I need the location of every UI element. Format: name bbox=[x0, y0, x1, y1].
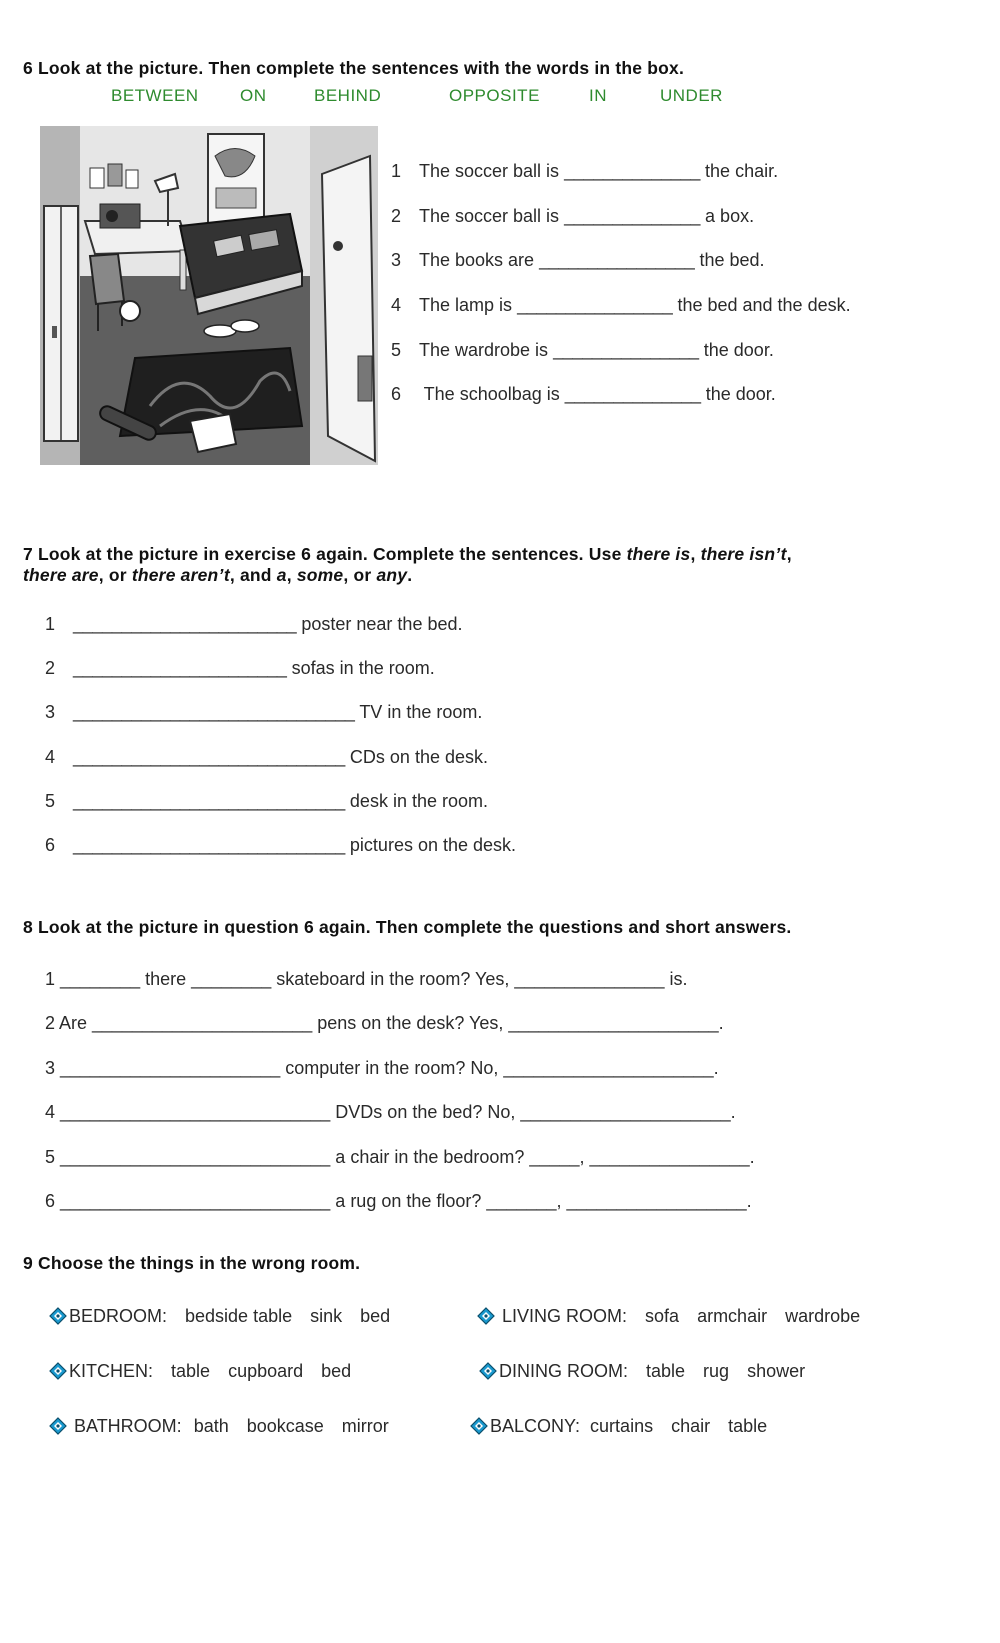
bedroom-picture bbox=[40, 126, 378, 465]
exercise-7-title-line2: there are, or there aren’t, and a, some, or any. bbox=[23, 565, 413, 585]
list-item[interactable]: 6 ___________________________ a rug on the floor? _______, __________________. bbox=[45, 1191, 752, 1211]
list-item: 3 _____________________________ TV in the room. bbox=[45, 702, 483, 722]
list-item: 2 ______________________ sofas in the room. bbox=[45, 658, 435, 678]
diamond-bullet-icon bbox=[479, 1362, 497, 1380]
answer-blank[interactable]: ______________________ bbox=[73, 658, 287, 678]
list-item: 5 ____________________________ desk in the room. bbox=[45, 791, 488, 811]
answer-blank[interactable]: ____________________________ bbox=[73, 791, 345, 811]
choice-item[interactable]: sink bbox=[310, 1306, 343, 1326]
list-item[interactable]: 5 ___________________________ a chair in the bedroom? _____, ________________. bbox=[45, 1147, 755, 1167]
choice-item[interactable]: shower bbox=[747, 1361, 806, 1381]
list-item[interactable]: 4 ___________________________ DVDs on the bed? No, _____________________. bbox=[45, 1102, 736, 1122]
list-item[interactable]: 2 Are ______________________ pens on the desk? Yes, _____________________. bbox=[45, 1013, 724, 1033]
choice-item[interactable]: sofa bbox=[645, 1306, 680, 1326]
list-item: 4 The lamp is ________________ the bed and the desk. bbox=[391, 295, 851, 315]
choice-item[interactable]: bookcase bbox=[246, 1416, 324, 1436]
answer-blank[interactable]: _______________________ bbox=[73, 614, 297, 634]
diamond-bullet-icon bbox=[477, 1307, 495, 1325]
diamond-bullet-icon bbox=[49, 1417, 67, 1435]
diamond-bullet-icon bbox=[49, 1362, 67, 1380]
list-item[interactable]: 1 ________ there ________ skateboard in the room? Yes, _______________ is. bbox=[45, 969, 688, 989]
word-in: IN bbox=[589, 86, 607, 105]
exercise-7-title: 7 Look at the picture in exercise 6 again. Complete the sentences. Use there is, there isn’t, bbox=[23, 544, 792, 564]
list-item[interactable]: 3 ______________________ computer in the room? No, _____________________. bbox=[45, 1058, 719, 1078]
answer-blank[interactable]: ________________ bbox=[517, 295, 673, 315]
choice-item[interactable]: bedside table bbox=[185, 1306, 293, 1326]
choice-item[interactable]: curtains bbox=[590, 1416, 654, 1436]
answer-blank[interactable]: ______________ bbox=[564, 384, 701, 404]
room-bedroom: BEDROOM: bedside table sink bed bbox=[49, 1306, 390, 1327]
list-item: 6 The schoolbag is ______________ the door. bbox=[391, 384, 776, 404]
answer-blank[interactable]: ________________ bbox=[539, 250, 695, 270]
list-item: 4 ____________________________ CDs on the desk. bbox=[45, 747, 488, 767]
choice-item[interactable]: bed bbox=[321, 1361, 352, 1381]
answer-blank[interactable]: ____________________________ bbox=[73, 747, 345, 767]
answer-blank[interactable]: _______________ bbox=[553, 340, 699, 360]
word-opposite: OPPOSITE bbox=[449, 86, 540, 105]
word-under: UNDER bbox=[660, 86, 723, 105]
exercise-8-title: 8 Look at the picture in question 6 again. Then complete the questions and short answers. bbox=[23, 917, 792, 937]
word-on: ON bbox=[240, 86, 267, 105]
choice-item[interactable]: bed bbox=[360, 1306, 391, 1326]
choice-item[interactable]: chair bbox=[671, 1416, 711, 1436]
word-between: BETWEEN bbox=[111, 86, 199, 105]
choice-item[interactable]: mirror bbox=[341, 1416, 389, 1436]
choice-item[interactable]: table bbox=[171, 1361, 211, 1381]
list-item: 2 The soccer ball is ______________ a box. bbox=[391, 206, 755, 226]
room-dining-room: DINING ROOM: table rug shower bbox=[479, 1361, 805, 1382]
choice-item[interactable]: armchair bbox=[697, 1306, 768, 1326]
choice-item[interactable]: bath bbox=[193, 1416, 229, 1436]
choice-item[interactable]: table bbox=[646, 1361, 686, 1381]
answer-blank[interactable]: _____________________________ bbox=[73, 702, 355, 722]
choice-item[interactable]: table bbox=[728, 1416, 768, 1436]
list-item: 1 _______________________ poster near the bed. bbox=[45, 614, 463, 634]
choice-item[interactable]: rug bbox=[703, 1361, 730, 1381]
diamond-bullet-icon bbox=[49, 1307, 67, 1325]
answer-blank[interactable]: ______________ bbox=[564, 161, 701, 181]
word-behind: BEHIND bbox=[314, 86, 382, 105]
room-balcony: BALCONY: curtains chair table bbox=[470, 1416, 767, 1437]
choice-item[interactable]: cupboard bbox=[228, 1361, 304, 1381]
list-item: 6 ____________________________ pictures on the desk. bbox=[45, 835, 517, 855]
list-item: 3 The books are ________________ the bed. bbox=[391, 250, 765, 270]
list-item: 5 The wardrobe is _______________ the door. bbox=[391, 340, 774, 360]
room-kitchen: KITCHEN: table cupboard bed bbox=[49, 1361, 351, 1382]
list-item: 1 The soccer ball is ______________ the chair. bbox=[391, 161, 779, 181]
answer-blank[interactable]: ______________ bbox=[564, 206, 701, 226]
exercise-6-title: 6 Look at the picture. Then complete the sentences with the words in the box. bbox=[23, 58, 685, 78]
room-living-room: LIVING ROOM: sofa armchair wardrobe bbox=[477, 1306, 860, 1327]
diamond-bullet-icon bbox=[470, 1417, 488, 1435]
answer-blank[interactable]: ____________________________ bbox=[73, 835, 345, 855]
exercise-9-title: 9 Choose the things in the wrong room. bbox=[23, 1253, 361, 1273]
room-bathroom: BATHROOM: bath bookcase mirror bbox=[49, 1416, 389, 1437]
choice-item[interactable]: wardrobe bbox=[785, 1306, 861, 1326]
